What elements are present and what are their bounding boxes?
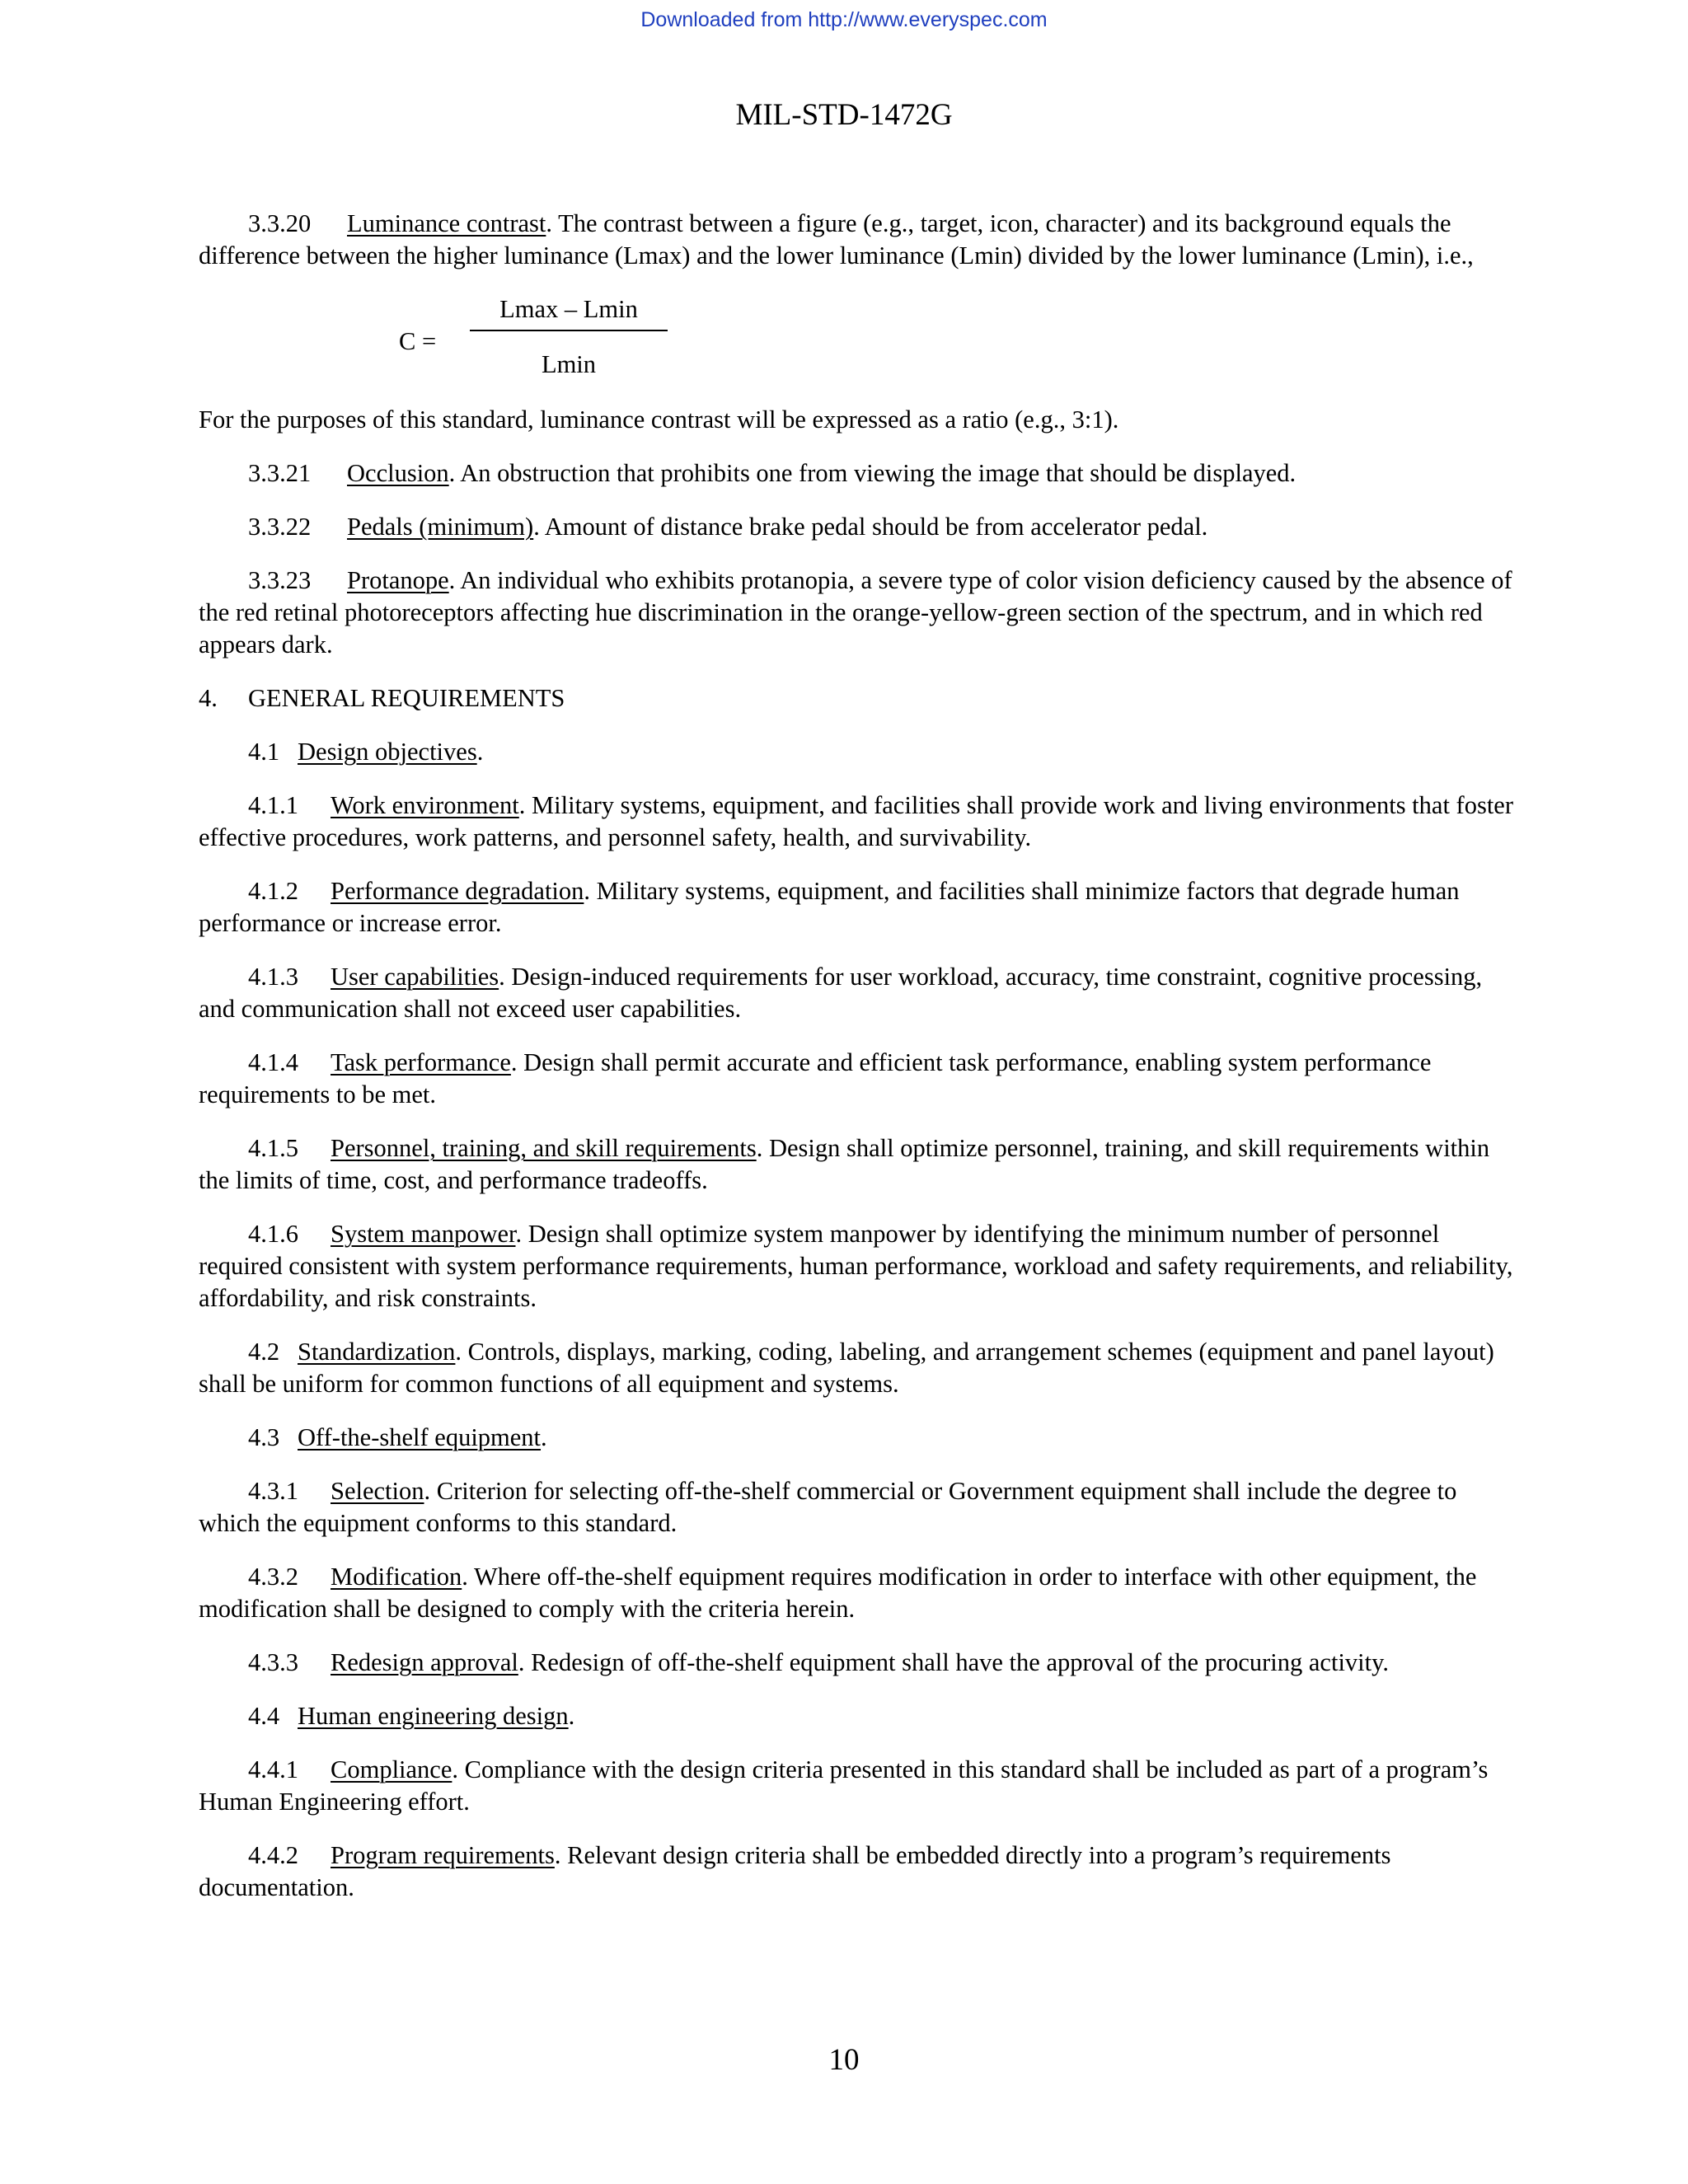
paragraph-term: Selection — [331, 1477, 424, 1505]
paragraph-number: 4.1.5 — [248, 1134, 298, 1162]
paragraph-3-3-23 — [199, 565, 1517, 661]
paragraph-text: . — [476, 738, 484, 766]
paragraph-text: . Relevant design criteria shall be embedded directly into a program’s requirements documentation. — [199, 1841, 1391, 1901]
paragraph-number: 4.4.2 — [248, 1841, 298, 1869]
paragraph-4-1-5 — [199, 1132, 1517, 1197]
paragraph-4-3-3 — [199, 1647, 1517, 1679]
paragraph-number: 4.1.2 — [248, 877, 298, 905]
paragraph-number: 4.3.1 — [248, 1477, 298, 1505]
paragraph-number: 4.3.2 — [248, 1563, 298, 1591]
paragraph-term: Protanope — [347, 566, 449, 594]
paragraph-text: . Where off-the-shelf equipment requires modification in order to interface with other equipment, the modification shall be designed to comply with the criteria herein. — [199, 1563, 1477, 1623]
paragraph-number: 4.1.3 — [248, 963, 298, 991]
paragraph-4-1-4 — [199, 1047, 1517, 1111]
paragraph-number: 4.1.1 — [248, 791, 298, 819]
paragraph-term: Modification — [331, 1563, 462, 1591]
formula-lhs: C = — [399, 327, 437, 355]
paragraph-term: Standardization — [298, 1338, 456, 1366]
paragraph-term: Task performance — [331, 1048, 511, 1076]
section-number: 4. — [199, 684, 218, 712]
paragraph-number: 3.3.23 — [248, 566, 312, 594]
paragraph-number: 3.3.20 — [248, 209, 312, 237]
paragraph-number: 4.3.3 — [248, 1648, 298, 1676]
paragraph-term: Compliance — [331, 1755, 452, 1783]
download-source-banner: Downloaded from http://www.everyspec.com — [640, 8, 1048, 31]
paragraph-text: . Controls, displays, marking, coding, labeling, and arrangement schemes (equipment and panel layout) shall be uniform for common functions of all equipment and systems. — [199, 1338, 1494, 1398]
paragraph-4-1-1 — [199, 790, 1517, 854]
paragraph-text: . — [568, 1702, 575, 1730]
paragraph-term: Human engineering design — [298, 1702, 569, 1730]
paragraph-text: . Design shall optimize personnel, training, and skill requirements within the limits of time, cost, and performance tradeoffs. — [199, 1134, 1490, 1194]
paragraph-3-3-21 — [199, 457, 1517, 490]
paragraph-text: . An individual who exhibits protanopia, a severe type of color vision deficiency caused by the absence of the red retinal photoreceptors affecting hue discrimination in the orange-yellow-green section of the spectrum, and in which red appears dark. — [199, 566, 1512, 658]
paragraph-4-1-6 — [199, 1218, 1517, 1315]
document-id-header: MIL-STD-1472G — [735, 98, 953, 132]
paragraph-3-3-22 — [199, 511, 1517, 543]
paragraph-text: . Amount of distance brake pedal should be from accelerator pedal. — [533, 513, 1208, 541]
paragraph-number: 4.2 — [248, 1338, 280, 1366]
paragraph-term: Program requirements — [331, 1841, 555, 1869]
paragraph-text: . Design-induced requirements for user workload, accuracy, time constraint, cognitive processing, and communication shall not exceed user capabilities. — [199, 963, 1483, 1023]
paragraph-text: . Design shall optimize system manpower by identifying the minimum number of personnel required consistent with system performance requirements, human performance, workload and safety requirements, and reliability, affordability, and risk constraints. — [199, 1220, 1513, 1312]
paragraph-4-3 — [199, 1422, 1517, 1454]
paragraph-4-3-1 — [199, 1475, 1517, 1540]
paragraph-term: Work environment — [331, 791, 519, 819]
paragraph-number: 4.3 — [248, 1423, 280, 1451]
paragraph-text: . An obstruction that prohibits one from viewing the image that should be displayed. — [448, 459, 1296, 487]
paragraph-4-1-2 — [199, 875, 1517, 940]
paragraph-term: Redesign approval — [331, 1648, 518, 1676]
page-body — [199, 208, 1517, 1925]
paragraph-number: 4.4 — [248, 1702, 280, 1730]
paragraph-text: . Military systems, equipment, and facilities shall minimize factors that degrade human performance or increase error. — [199, 877, 1460, 937]
paragraph-term: Design objectives — [298, 738, 477, 766]
paragraph-4-3-2 — [199, 1561, 1517, 1625]
paragraph-text: . Design shall permit accurate and efficient task performance, enabling system performance requirements to be met. — [199, 1048, 1432, 1108]
paragraph-text: . — [541, 1423, 547, 1451]
formula-numerator: Lmax – Lmin — [499, 295, 638, 323]
page-number: 10 — [828, 2043, 860, 2077]
paragraph-number: 4.1 — [248, 738, 280, 766]
paragraph-4-1-3 — [199, 961, 1517, 1025]
section-title: GENERAL REQUIREMENTS — [248, 684, 565, 712]
paragraph-3-3-20 — [199, 208, 1517, 272]
paragraph-term: Luminance contrast — [347, 209, 546, 237]
formula-denominator: Lmin — [541, 350, 597, 378]
paragraph-term: Occlusion — [347, 459, 449, 487]
paragraph-4-4 — [199, 1700, 1517, 1732]
paragraph-term: Off-the-shelf equipment — [298, 1423, 542, 1451]
paragraph-4-4-1 — [199, 1754, 1517, 1818]
paragraph-4-1 — [199, 736, 1517, 768]
paragraph-text: . Criterion for selecting off-the-shelf commercial or Government equipment shall include the degree to which the equipment conforms to this standard. — [199, 1477, 1457, 1537]
paragraph-number: 3.3.21 — [248, 459, 312, 487]
section-4-heading — [199, 682, 1517, 715]
luminance-contrast-formula — [199, 293, 1517, 396]
paragraph-text: . Compliance with the design criteria presented in this standard shall be included as part of a program’s Human Engineering effort. — [199, 1755, 1489, 1816]
paragraph-term: User capabilities — [331, 963, 499, 991]
paragraph-text: . Redesign of off-the-shelf equipment shall have the approval of the procuring activity. — [518, 1648, 1390, 1676]
paragraph-number: 4.4.1 — [248, 1755, 298, 1783]
paragraph-term: System manpower — [331, 1220, 516, 1248]
paragraph-number: 4.1.6 — [248, 1220, 298, 1248]
paragraph-4-4-2 — [199, 1840, 1517, 1904]
formula-fraction-bar — [470, 330, 668, 331]
ratio-note: For the purposes of this standard, luminance contrast will be expressed as a ratio (e.g., 3:1). — [199, 405, 1119, 434]
paragraph-number: 4.1.4 — [248, 1048, 298, 1076]
paragraph-text: . The contrast between a figure (e.g., target, icon, character) and its background equals the difference between the higher luminance (Lmax) and the lower luminance (Lmin) divided by the lower luminance (Lmin), i.e., — [199, 209, 1474, 269]
paragraph-term: Performance degradation — [331, 877, 584, 905]
paragraph-term: Personnel, training, and skill requirements — [331, 1134, 757, 1162]
paragraph-text: . Military systems, equipment, and facilities shall provide work and living environments that foster effective procedures, work patterns, and personnel safety, health, and survivability. — [199, 791, 1513, 851]
paragraph-term: Pedals (minimum) — [347, 513, 534, 541]
paragraph-number: 3.3.22 — [248, 513, 312, 541]
paragraph-4-2 — [199, 1336, 1517, 1400]
